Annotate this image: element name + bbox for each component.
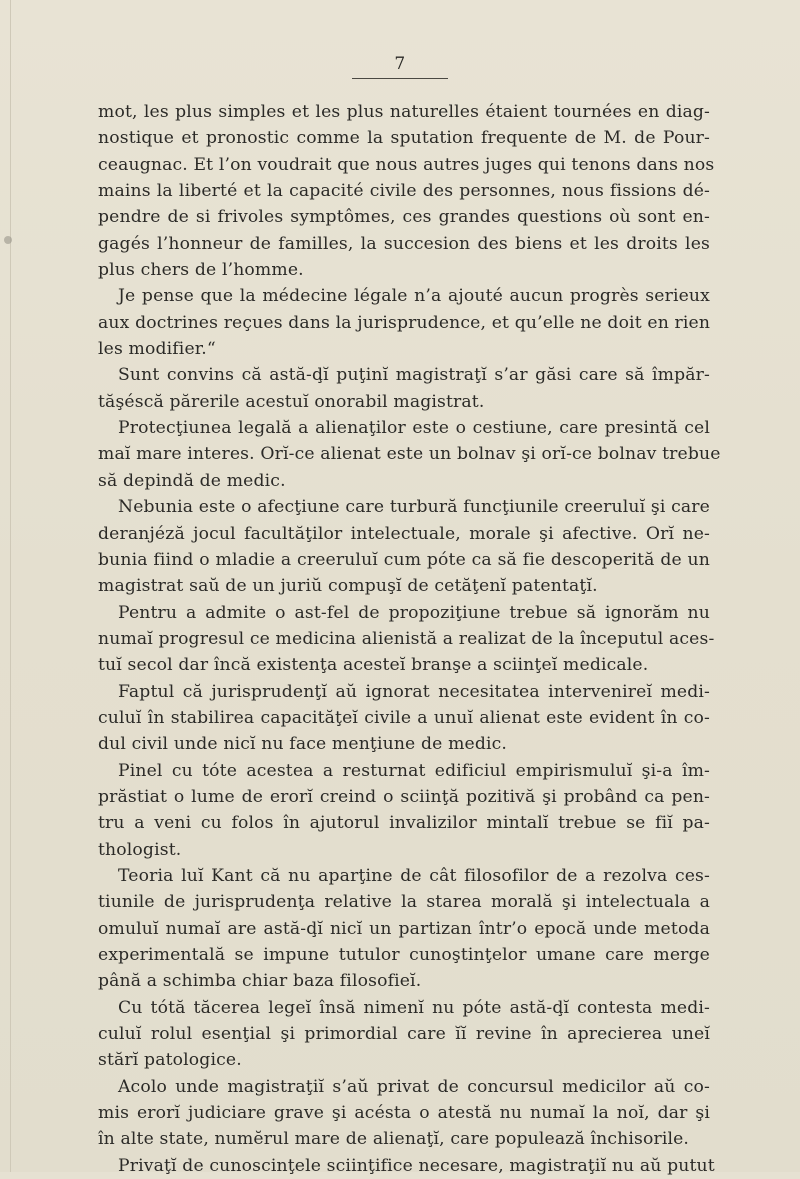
text-line: culuĭ în stabilirea capacităţeĭ civile a unuĭ alienat este evident în co- (98, 707, 710, 728)
text-line: culuĭ rolul esenţial şi primordial care ĭĭ revine în aprecierea uneĭ (98, 1024, 710, 1045)
text-line: tăşéscă părerile acestuĭ onorabil magistrat. (98, 391, 485, 412)
text-line: thologist. (98, 839, 182, 860)
header-rule (352, 78, 448, 79)
text-line: tuĭ secol dar încă existenţa acesteĭ branşe a sciinţeĭ medicale. (98, 655, 649, 676)
text-line: Teoria luĭ Kant că nu aparţine de cât filosofilor de a rezolva ces- (118, 865, 710, 886)
text-line: tru a veni cu folos în ajutorul invalizilor mintalĭ trebue se fiĭ pa- (98, 813, 710, 834)
text-line: ceaugnac. Et l’on voudrait que nous autres juges qui tenons dans nos (98, 154, 715, 175)
page-number: 7 (394, 54, 406, 74)
text-line: deranjéză jocul facultăţilor intelectuale, morale şi afective. Orĭ ne- (98, 523, 710, 544)
text-line: stărĭ patologice. (98, 1050, 242, 1071)
text-line: în alte state, numĕrul mare de alienaţĭ, care populează închisorile. (98, 1129, 690, 1150)
text-line: Sunt convins că astă-ḑĭ puţinĭ magistraţĭ s’ar găsi care să împăr- (118, 365, 710, 386)
text-line: aux doctrines reçues dans la jurisprudence, et qu’elle ne doit en rien (98, 312, 711, 333)
text-line: prăstiat o lume de erorĭ creind o sciinţă pozitivă şi probând ca pen- (98, 786, 710, 807)
margin-speck (4, 236, 12, 244)
text-line: omuluĭ numaĭ are astă-ḑĭ nicĭ un partizan într’o epocă unde metoda (98, 918, 710, 939)
text-line: pendre de si frivoles symptômes, ces grandes questions où sont en- (98, 207, 710, 228)
text-line: mains la liberté et la capacité civile des personnes, nous fissions dé- (98, 181, 710, 202)
text-line: nostique et pronostic comme la sputation frequente de M. de Pour- (98, 128, 710, 149)
text-line: magistrat saŭ de un juriŭ compuşĭ de cetăţenĭ patentaţĭ. (98, 576, 598, 597)
text-line: Protecţiunea legală a alienaţilor este o cestiune, care presintă cel (118, 418, 710, 439)
text-line: Nebunia este o afecţiune care turbură funcţiunile creeruluĭ şi care (118, 497, 710, 518)
text-line: Je pense que la médecine légale n’a ajouté aucun progrès serieux (118, 286, 710, 307)
text-line: să depindă de medic. (98, 470, 286, 491)
text-line: Cu tótă tăcerea legeĭ însă nimenĭ nu póte astă-ḑĭ contesta medi- (118, 997, 710, 1018)
text-line: maĭ mare interes. Orĭ-ce alienat este un bolnav şi orĭ-ce bolnav trebue (98, 444, 721, 465)
text-line: dul civil unde nicĭ nu face menţiune de medic. (98, 734, 508, 755)
text-line: experimentală se impune tutulor cunoştinţelor umane care merge (98, 945, 710, 965)
text-line: bunia fiind o mladie a creeruluĭ cum póte ca să fie descoperită de un (98, 549, 710, 570)
text-line: Pinel cu tóte acestea a resturnat edificiul empirismuluĭ şi-a îm- (118, 760, 710, 781)
text-line: Acolo unde magistraţiĭ s’aŭ privat de concursul medicilor aŭ co- (118, 1076, 710, 1097)
text-line: Faptul că jurisprudenţĭ aŭ ignorat necesitatea intervenireĭ medi- (118, 681, 710, 702)
text-line: Privaţĭ de cunoscinţele sciinţifice necesare, magistraţiĭ nu aŭ putut (118, 1155, 715, 1176)
text-line: les modifier.“ (98, 339, 216, 360)
page-edge-line (10, 0, 11, 1172)
text-line: mot, les plus simples et les plus naturelles étaient tournées en diag- (98, 102, 710, 122)
text-line: gagés l’honneur de familles, la succesion des biens et les droits les (98, 233, 710, 254)
text-line: Pentru a admite o ast-fel de propoziţiune trebue să ignorăm nu (118, 602, 710, 623)
body-text (98, 99, 721, 1179)
text-line: plus chers de l’homme. (98, 260, 304, 281)
text-line: numaĭ progresul ce medicina alienistă a realizat de la începutul aces- (98, 628, 715, 649)
text-line: până a schimba chiar baza filosofieĭ. (98, 971, 422, 992)
text-line: tiunile de jurisprudenţa relative la starea morală şi intelectuala a (98, 892, 710, 913)
text-line: mis erorĭ judiciare grave şi acésta o atestă nu numaĭ la noĭ, dar şi (98, 1103, 710, 1124)
